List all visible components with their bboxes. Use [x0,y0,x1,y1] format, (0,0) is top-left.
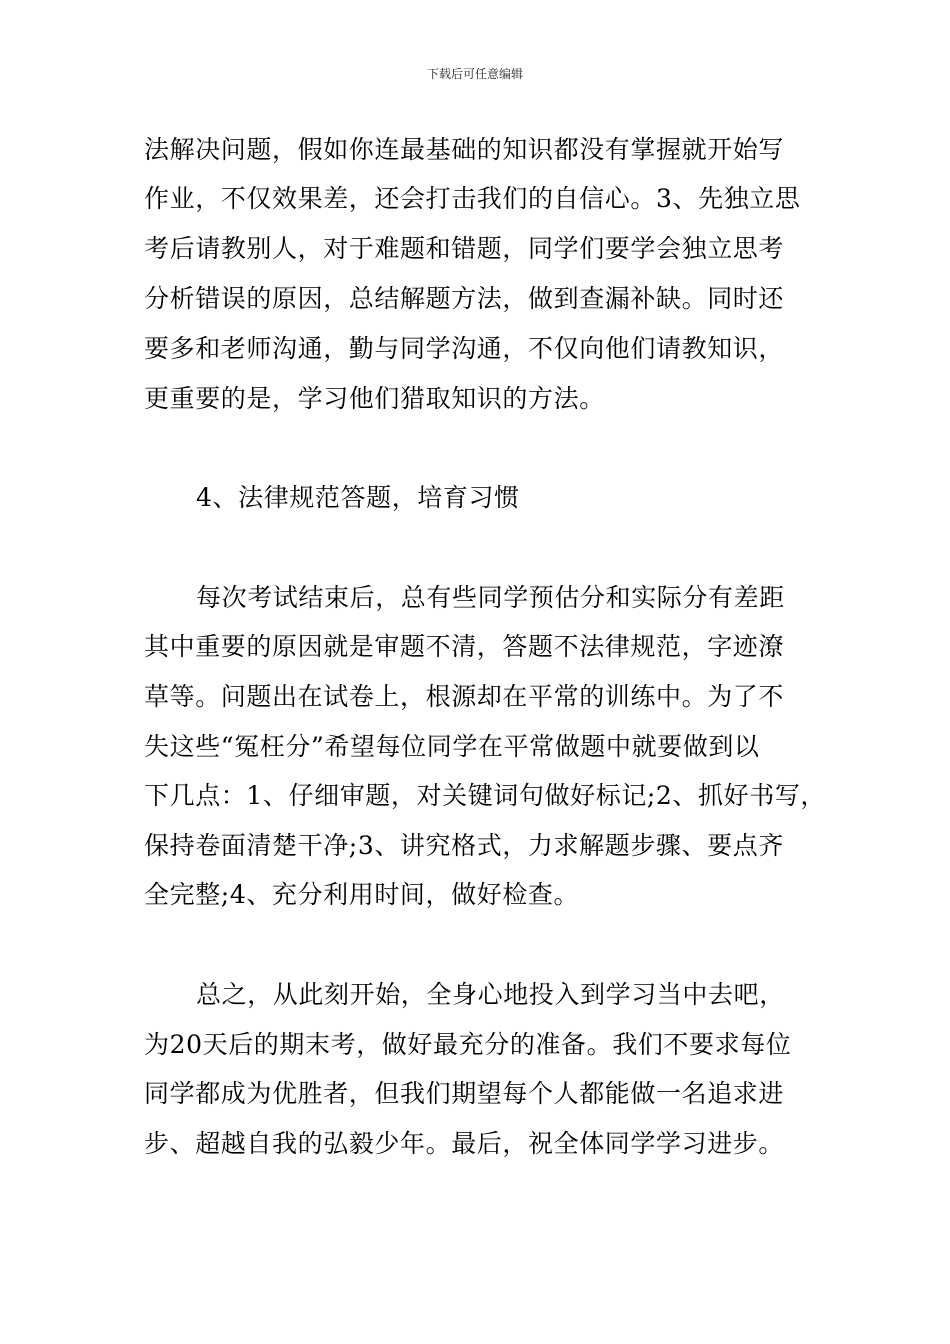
paragraph-4-line-1: 总之，从此刻开始，全身心地投入到学习当中去吧， [196,980,785,1009]
paragraph-1-line-4: 分析错误的原因，总结解题方法，做到查漏补缺。同时还 [144,284,785,313]
paragraph-1-line-1: 法解决问题，假如你连最基础的知识都没有掌握就开始写 [144,135,785,164]
paragraph-3-line-3: 草等。问题出在试卷上，根源却在平常的训练中。为了不 [144,682,785,711]
paragraph-3-line-2: 其中重要的原因就是审题不清，答题不法律规范，字迹潦 [144,632,785,661]
paragraph-3-line-1: 每次考试结束后，总有些同学预估分和实际分有差距 [196,583,785,612]
header-note: 下载后可任意编辑 [426,67,523,81]
section-heading: 4、法律规范答题，培育习惯 [196,483,520,512]
paragraph-4-line-4: 步、超越自我的弘毅少年。最后，祝全体同学学习进步。 [144,1129,785,1158]
paragraph-1-line-6: 更重要的是，学习他们猎取知识的方法。 [144,384,605,413]
paragraph-4-line-2: 为20天后的期末考，做好最充分的准备。我们不要求每位 [144,1030,792,1059]
paragraph-1-line-3: 考后请教别人，对于难题和错题，同学们要学会独立思考 [144,234,785,263]
paragraph-1-line-2: 作业，不仅效果差，还会打击我们的自信心。3、先独立思 [144,184,801,213]
paragraph-3-line-4: 失这些“冤枉分”希望每位同学在平常做题中就要做到以 [144,732,760,761]
paragraph-3-line-7: 全完整;4、充分利用时间，做好检查。 [144,880,580,909]
paragraph-4-line-3: 同学都成为优胜者，但我们期望每个人都能做一名追求进 [144,1079,785,1108]
paragraph-3-line-5: 下几点：1、仔细审题，对关键词句做好标记;2、抓好书写， [144,781,827,810]
paragraph-3-line-6: 保持卷面清楚干净;3、讲究格式，力求解题步骤、要点齐 [144,831,784,860]
paragraph-1-line-5: 要多和老师沟通，勤与同学沟通，不仅向他们请教知识， [144,334,785,363]
